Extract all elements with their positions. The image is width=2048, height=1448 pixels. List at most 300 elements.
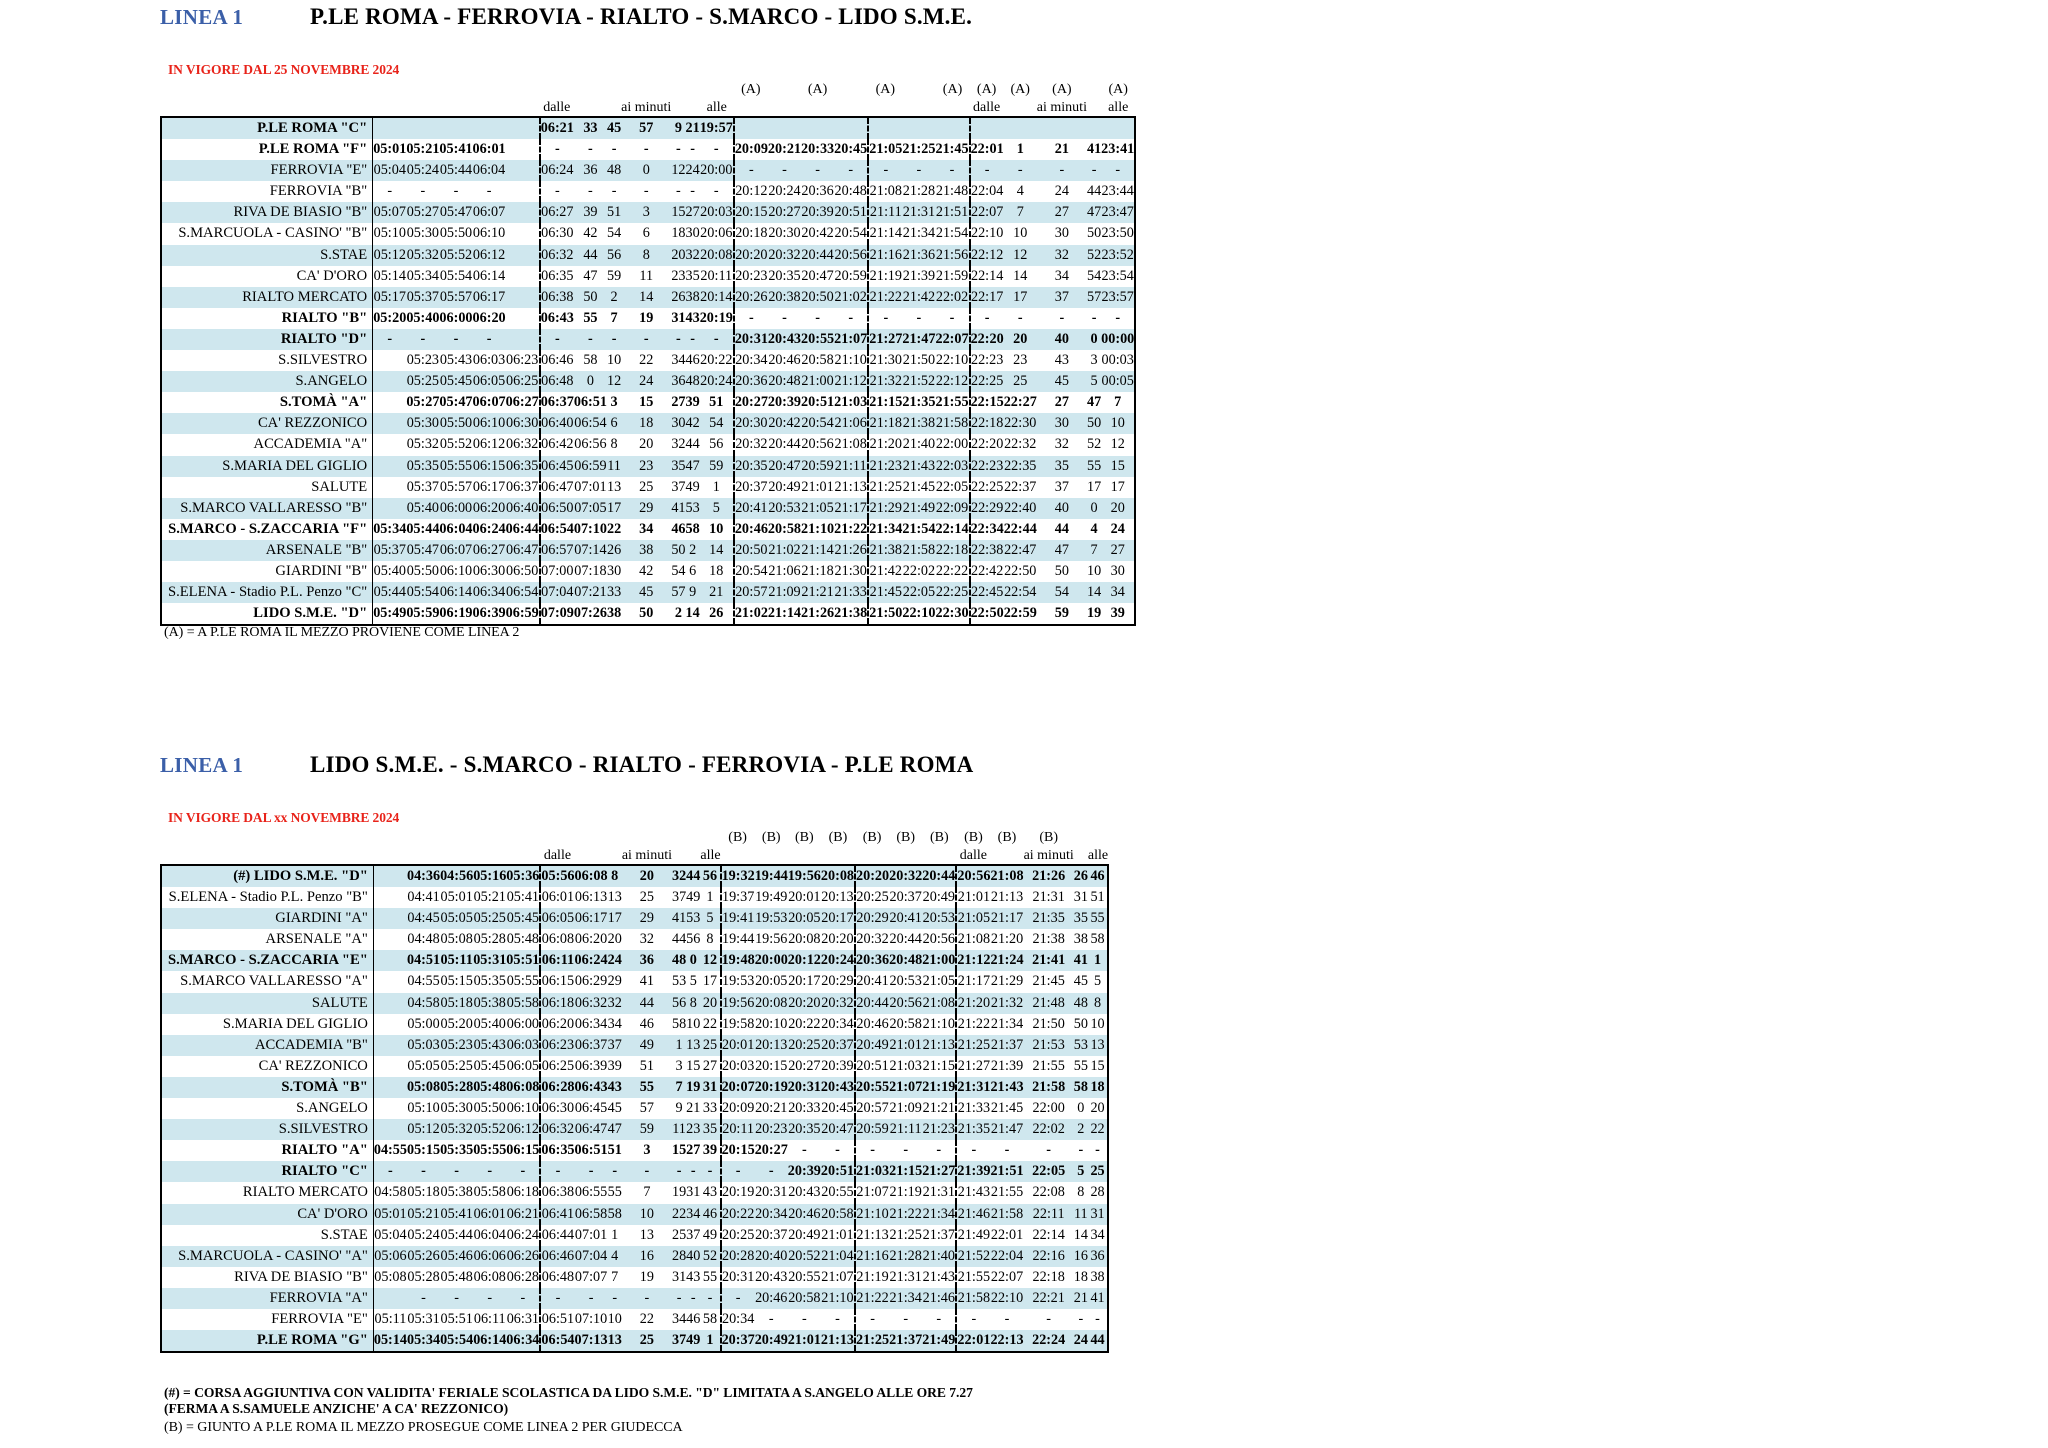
schedule-cell: 6 [689, 562, 697, 579]
group-header-alle: alle [706, 100, 727, 115]
schedule-cell: 0 [1090, 499, 1098, 516]
schedule-cell: 30 [671, 415, 686, 432]
schedule-cell: 21:35 [956, 1119, 990, 1140]
stop-name: S.STAE [161, 245, 373, 266]
schedule-cell [373, 1077, 407, 1098]
schedule-cell: 05:28 [473, 931, 506, 948]
schedule-cell: 57 [639, 1100, 654, 1117]
schedule-cell: - [1078, 1310, 1084, 1327]
schedule-cell: 21:26 [1024, 865, 1074, 887]
schedule-cell: 06:21 [540, 117, 574, 139]
schedule-cell: 21:54 [935, 225, 969, 242]
schedule-cell: 21:58 [1032, 1078, 1066, 1095]
schedule-cell: 5 [706, 910, 714, 927]
schedule-cell: 06:12 [506, 1121, 540, 1138]
schedule-cell: 20:43 [755, 1268, 788, 1285]
schedule-cell: - [835, 1310, 840, 1327]
schedule-cell: - [1004, 1142, 1010, 1159]
schedule-cell: 05:41 [506, 889, 540, 906]
schedule-cell: 20:25 [721, 1225, 755, 1246]
schedule-cell: 05:34 [373, 519, 407, 540]
schedule-cell: 07:00 [540, 561, 574, 582]
schedule-cell: 7 [675, 1078, 683, 1095]
schedule-cell: 06:39 [473, 603, 506, 625]
schedule-cell: 21:54 [902, 520, 936, 537]
schedule-cell: 10 [1101, 413, 1135, 434]
schedule-cell: 06:30 [472, 562, 506, 579]
schedule-cell: 22:22 [935, 562, 969, 579]
schedule-cell: 23 [639, 457, 654, 474]
timetable-block-outbound [160, 4, 1135, 640]
schedule-cell: 06:26 [506, 1247, 540, 1264]
schedule-cell: 21:02 [834, 288, 867, 305]
schedule-cell: 38 [607, 603, 621, 625]
schedule-cell: 25 [671, 1226, 687, 1243]
schedule-cell: 30 [606, 562, 622, 579]
schedule-cell: 21:24 [990, 952, 1024, 969]
schedule-cell: 07:09 [540, 603, 574, 625]
group-header-ai-minuti: ai minuti [621, 100, 672, 115]
schedule-cell: 27 [1101, 540, 1135, 561]
schedule-cell: 20:25 [788, 1036, 821, 1053]
schedule-cell: 12 [1013, 246, 1028, 263]
schedule-cell: 1 [706, 889, 714, 906]
schedule-cell: 20:19 [754, 1078, 788, 1095]
schedule-cell: 20:44 [922, 865, 956, 887]
table-row [161, 308, 1135, 329]
annotation-mark: (A) [807, 82, 828, 97]
schedule-cell: 54 [709, 415, 724, 432]
schedule-cell: 06:31 [506, 1310, 540, 1327]
schedule-cell: 06:54 [540, 519, 574, 540]
schedule-cell: 12 [702, 952, 718, 969]
schedule-cell [373, 117, 407, 139]
schedule-cell: 05:30 [440, 1100, 473, 1117]
schedule-cell: 47 [1086, 204, 1102, 221]
schedule-cell: 12 [1101, 434, 1135, 455]
schedule-cell: 19:48 [721, 950, 755, 971]
schedule-cell: - [801, 1142, 807, 1159]
table-row [161, 498, 1135, 519]
schedule-cell: - [916, 162, 922, 179]
schedule-cell: 20:55 [821, 1184, 854, 1201]
schedule-cell: 1 [712, 478, 720, 495]
schedule-cell: 05:51 [506, 952, 540, 969]
schedule-cell: 06:42 [540, 434, 574, 455]
schedule-cell: 06:56 [574, 436, 607, 453]
schedule-cell: - [612, 1289, 618, 1306]
table-row [161, 266, 1135, 287]
schedule-cell: - [768, 1163, 774, 1180]
schedule-cell: 20 [639, 436, 654, 453]
schedule-cell: 05:52 [473, 1121, 506, 1138]
schedule-cell [506, 223, 540, 244]
schedule-cell [373, 498, 407, 519]
schedule-cell: - [453, 183, 459, 200]
schedule-cell: 21:49 [902, 499, 936, 516]
schedule-cell: 20:23 [755, 1121, 788, 1138]
schedule-cell: 20:39 [767, 394, 802, 411]
schedule-cell: 05:05 [440, 910, 473, 927]
schedule-cell: 06:08 [473, 1268, 506, 1285]
schedule-cell: 21:14 [768, 603, 801, 625]
schedule-cell: 38 [639, 541, 654, 558]
table-row [161, 540, 1135, 561]
schedule-cell: 06:32 [506, 436, 539, 453]
schedule-cell: 53 [671, 973, 687, 990]
schedule-cell: 22:07 [970, 202, 1004, 223]
schedule-cell: 22:01 [956, 1330, 990, 1352]
schedule-cell: 45 [1073, 973, 1088, 990]
schedule-cell: 20:35 [788, 1121, 821, 1138]
schedule-cell: 41 [1073, 952, 1088, 969]
schedule-cell: 13 [606, 478, 622, 495]
schedule-cell: 05:38 [473, 994, 506, 1011]
schedule-cell: 22:14 [1032, 1226, 1065, 1243]
schedule-cell: 19 [1087, 603, 1101, 625]
schedule-cell: 05:55 [439, 457, 473, 474]
table-row [161, 561, 1135, 582]
annotation-mark: (A) [976, 82, 997, 97]
stop-name: CA' D'ORO [161, 266, 373, 287]
schedule-cell: 06:44 [540, 1225, 574, 1246]
schedule-cell: 05:04 [373, 1225, 407, 1246]
schedule-cell: 1 [1016, 141, 1024, 158]
stop-name: CA' D'ORO [161, 1204, 373, 1225]
schedule-cell [506, 139, 540, 160]
schedule-cell: 20:08 [700, 246, 733, 263]
schedule-cell: 15 [671, 1142, 687, 1159]
schedule-cell: 55 [607, 1184, 622, 1201]
schedule-cell: 20:21 [767, 141, 802, 158]
schedule-cell: - [588, 1289, 594, 1306]
schedule-cell: 05:50 [439, 225, 473, 242]
schedule-cell: 21:20 [990, 931, 1024, 948]
schedule-cell: 20 [622, 865, 672, 887]
schedule-cell: 35 [1054, 457, 1069, 474]
schedule-cell: 20:11 [700, 267, 733, 284]
schedule-cell: 15 [1088, 1056, 1108, 1077]
schedule-cell: 06:00 [506, 1015, 540, 1032]
schedule-cell: 22:05 [902, 584, 936, 601]
schedule-cell: 24 [685, 162, 700, 179]
schedule-cell: 20:54 [834, 225, 867, 242]
schedule-cell: 19:44 [755, 865, 788, 887]
schedule-cell: 22 [671, 1205, 687, 1222]
schedule-cell: 05:12 [373, 245, 407, 266]
schedule-cell: 20:21 [755, 1100, 788, 1117]
schedule-cell: 06:35 [540, 266, 574, 287]
schedule-cell: 06:23 [540, 1035, 574, 1056]
schedule-cell: 19:57 [700, 117, 734, 139]
table-row [161, 1140, 1108, 1161]
schedule-cell: 20:53 [768, 499, 801, 516]
schedule-cell [373, 1119, 407, 1140]
schedule-cell: 7 [610, 309, 618, 326]
schedule-cell: 37 [1054, 478, 1069, 495]
schedule-cell: 21:25 [855, 1330, 889, 1352]
schedule-cell: 33 [606, 584, 622, 601]
schedule-cell [506, 202, 540, 223]
schedule-cell [902, 117, 935, 139]
schedule-cell: 05:55 [473, 1142, 507, 1159]
schedule-cell: 22:44 [1003, 520, 1037, 537]
schedule-cell: 31 [671, 1268, 687, 1285]
schedule-cell: 21:06 [768, 562, 801, 579]
schedule-cell: 20:46 [855, 1014, 889, 1035]
schedule-cell: 05:30 [406, 415, 440, 432]
schedule-cell: 05:35 [473, 973, 506, 990]
schedule-cell: 21:03 [834, 394, 868, 411]
table-row [161, 1077, 1108, 1098]
schedule-cell: 23:44 [1101, 181, 1135, 202]
schedule-cell: 21:11 [889, 1121, 922, 1138]
schedule-cell: 15 [1101, 456, 1135, 477]
schedule-cell: 21:13 [821, 1330, 855, 1352]
schedule-cell: - [690, 183, 695, 200]
schedule-cell [373, 1098, 407, 1119]
schedule-cell: 21:48 [935, 183, 969, 200]
schedule-cell: 05:04 [373, 160, 407, 181]
schedule-cell: 06:41 [540, 1204, 574, 1225]
schedule-cell: 20:46 [734, 519, 768, 540]
schedule-cell: 22:29 [970, 498, 1004, 519]
schedule-cell: 20 [702, 994, 718, 1011]
schedule-cell: 35 [1073, 910, 1088, 927]
schedule-cell: 21:32 [868, 371, 902, 392]
schedule-cell: - [713, 141, 719, 158]
schedule-cell: 20:32 [821, 994, 854, 1011]
schedule-cell: 22:12 [970, 245, 1004, 266]
schedule-cell: 21:43 [956, 1182, 990, 1203]
schedule-cell: 05:08 [373, 1267, 407, 1288]
schedule-cell: 05:25 [473, 910, 506, 927]
annotation-mark: (B) [964, 830, 983, 845]
annotation-mark: (A) [1010, 82, 1030, 97]
line-header-outbound [160, 4, 972, 30]
stop-name: S.MARIA DEL GIGLIO [161, 456, 373, 477]
schedule-cell: 1 [700, 1330, 720, 1352]
group-header-row [161, 98, 1135, 117]
schedule-cell: 20:51 [801, 394, 835, 411]
schedule-cell: 22:30 [1004, 415, 1037, 432]
schedule-cell: 22:14 [970, 266, 1004, 287]
schedule-cell: 20:32 [734, 434, 768, 455]
schedule-cell: 19:53 [755, 910, 788, 927]
schedule-cell: 53 [1073, 1036, 1088, 1053]
schedule-cell: 17 [1086, 478, 1102, 495]
schedule-cell: 20:56 [801, 436, 834, 453]
schedule-cell: 20:30 [734, 413, 768, 434]
schedule-cell: 22:34 [970, 519, 1004, 540]
schedule-cell: 05:44 [440, 1226, 473, 1243]
schedule-cell: 31 [686, 1184, 701, 1201]
stop-name: FERROVIA "A" [161, 1288, 373, 1309]
schedule-cell: 4 [1090, 520, 1098, 537]
schedule-cell: - [721, 1161, 755, 1182]
schedule-cell: 20:29 [821, 973, 854, 990]
schedule-cell: 24 [639, 373, 654, 390]
schedule-cell: 06:19 [439, 603, 472, 625]
stop-name: S.MARCO VALLARESSO "A" [161, 971, 373, 992]
schedule-cell: 06:54 [540, 1330, 574, 1352]
schedule-cell: 22:21 [1032, 1289, 1065, 1306]
schedule-cell: 55 [639, 1078, 654, 1095]
schedule-cell: 07:05 [574, 499, 607, 516]
schedule-cell: 21:22 [855, 1288, 889, 1309]
stop-name: S.ELENA - Stadio P.L. Penzo "C" [161, 582, 373, 603]
schedule-cell: 05:01 [440, 889, 473, 906]
schedule-cell: - [690, 330, 695, 347]
schedule-cell: 3 [675, 1057, 683, 1074]
schedule-cell: 22 [702, 1015, 718, 1032]
stop-name: FERROVIA "B" [161, 181, 373, 202]
schedule-cell: 05:32 [440, 1121, 473, 1138]
table-row [161, 993, 1108, 1014]
schedule-cell: 06:17 [574, 910, 608, 927]
schedule-cell: 05:18 [407, 1184, 440, 1201]
schedule-cell: 20:38 [768, 288, 801, 305]
schedule-cell: 06:47 [540, 477, 574, 498]
schedule-cell: 06:03 [472, 352, 506, 369]
schedule-cell: 4 [1016, 183, 1024, 200]
schedule-cell: - [916, 309, 922, 326]
schedule-cell: 13 [686, 1036, 701, 1053]
table-row [161, 1056, 1108, 1077]
schedule-cell: 14 [686, 603, 700, 625]
schedule-cell: 21 [686, 1100, 701, 1117]
schedule-cell: 05:25 [406, 373, 440, 390]
schedule-cell: 21:55 [935, 394, 969, 411]
schedule-cell: - [1017, 309, 1023, 326]
schedule-cell: 20:37 [734, 477, 768, 498]
schedule-cell: 55 [583, 309, 598, 326]
footnotes-outbound [164, 622, 519, 641]
schedule-cell: 56 [606, 246, 622, 263]
schedule-cell: 06:20 [472, 309, 506, 326]
schedule-cell: 21:27 [922, 1163, 956, 1180]
schedule-cell: 05:21 [473, 889, 506, 906]
schedule-cell: 20:58 [788, 1289, 821, 1306]
schedule-cell: 20:12 [734, 181, 768, 202]
table-row [161, 1330, 1108, 1352]
schedule-cell: 20:49 [855, 1035, 889, 1056]
table-row [161, 1225, 1108, 1246]
schedule-cell [373, 350, 407, 371]
schedule-cell: - [815, 162, 820, 179]
schedule-cell: 10 [1013, 225, 1028, 242]
schedule-cell: - [540, 139, 574, 160]
schedule-cell: 50 [671, 541, 686, 558]
valid-from-outbound: IN VIGORE DAL 25 NOVEMBRE 2024 [168, 62, 400, 77]
schedule-cell: 54 [1054, 584, 1069, 601]
schedule-cell: 21:01 [889, 1036, 922, 1053]
schedule-cell: 05:27 [406, 204, 440, 221]
schedule-cell [373, 477, 407, 498]
schedule-cell [1037, 117, 1087, 139]
schedule-cell: 05:06 [373, 1246, 407, 1267]
schedule-cell: 20:55 [788, 1268, 821, 1285]
schedule-cell: 23:47 [1101, 202, 1135, 223]
schedule-cell: - [970, 160, 1004, 181]
schedule-cell: 05:14 [373, 1330, 407, 1352]
schedule-cell: 21:37 [889, 1330, 922, 1352]
schedule-cell: 19:41 [721, 908, 755, 929]
annotation-mark: (A) [741, 82, 761, 97]
schedule-cell: 06:37 [574, 1036, 608, 1053]
schedule-cell: 20:27 [734, 392, 768, 413]
schedule-cell: 51 [639, 1057, 654, 1074]
schedule-cell: 20:58 [801, 352, 834, 369]
schedule-cell [373, 887, 407, 908]
schedule-cell: 20:52 [788, 1247, 821, 1264]
group-header-dalle: dalle [543, 100, 571, 115]
schedule-cell: 20:27 [754, 1142, 788, 1159]
stop-name: RIALTO "B" [161, 308, 373, 329]
schedule-cell: 05:47 [406, 541, 440, 558]
stop-name: SALUTE [161, 993, 373, 1014]
schedule-cell: 25 [639, 889, 654, 906]
schedule-cell: 22:23 [970, 456, 1004, 477]
schedule-cell: 10 [686, 1015, 701, 1032]
schedule-cell: 43 [607, 1078, 622, 1095]
schedule-cell: - [855, 1140, 889, 1161]
stop-name: S.MARCUOLA - CASINO' "B" [161, 223, 373, 244]
schedule-cell: 58 [1088, 929, 1108, 950]
schedule-cell: - [936, 1310, 942, 1327]
schedule-cell: 06:21 [506, 1205, 540, 1222]
schedule-cell: 17 [607, 910, 622, 927]
schedule-cell: 22:54 [1004, 584, 1037, 601]
schedule-cell: 23:52 [1101, 245, 1135, 266]
schedule-cell: 20:18 [734, 223, 768, 244]
schedule-cell: 17 [702, 973, 718, 990]
schedule-cell: 21:35 [902, 394, 936, 411]
schedule-cell: 9 [689, 584, 697, 601]
schedule-cell: 20:15 [721, 1140, 755, 1161]
schedule-cell: 06:34 [506, 1330, 540, 1352]
schedule-cell: 07:07 [574, 1268, 608, 1285]
schedule-cell: 05:52 [439, 246, 473, 263]
schedule-cell: 43 [1054, 352, 1069, 369]
schedule-cell: 8 [706, 931, 714, 948]
schedule-cell: 05:58 [506, 994, 540, 1011]
schedule-cell: 22:07 [990, 1268, 1024, 1285]
line-tag-outbound: LINEA 1 [160, 5, 244, 29]
schedule-cell: 3 [1090, 352, 1098, 369]
schedule-cell: 20:17 [788, 973, 821, 990]
schedule-cell: 21:22 [956, 1014, 990, 1035]
schedule-cell: 55 [1073, 1057, 1088, 1074]
schedule-cell: 20:24 [700, 373, 733, 390]
schedule-cell: 21:34 [868, 519, 902, 540]
schedule-cell: - [721, 1288, 755, 1309]
annotation-mark: (B) [761, 830, 781, 845]
schedule-cell: - [868, 308, 902, 329]
schedule-cell: - [734, 160, 768, 181]
schedule-cell: 06:12 [472, 246, 506, 263]
schedule-cell: 21:49 [956, 1225, 990, 1246]
schedule-cell: 20:09 [721, 1098, 755, 1119]
footnotes-inbound [164, 1382, 973, 1436]
schedule-cell: 20:32 [768, 246, 801, 263]
schedule-cell: 07:01 [574, 478, 607, 495]
schedule-cell: 05:41 [440, 1205, 473, 1222]
schedule-cell: 20:09 [734, 139, 768, 160]
schedule-cell: - [1017, 162, 1023, 179]
schedule-cell: 21:19 [922, 1078, 956, 1095]
schedule-cell: 55 [1088, 908, 1108, 929]
